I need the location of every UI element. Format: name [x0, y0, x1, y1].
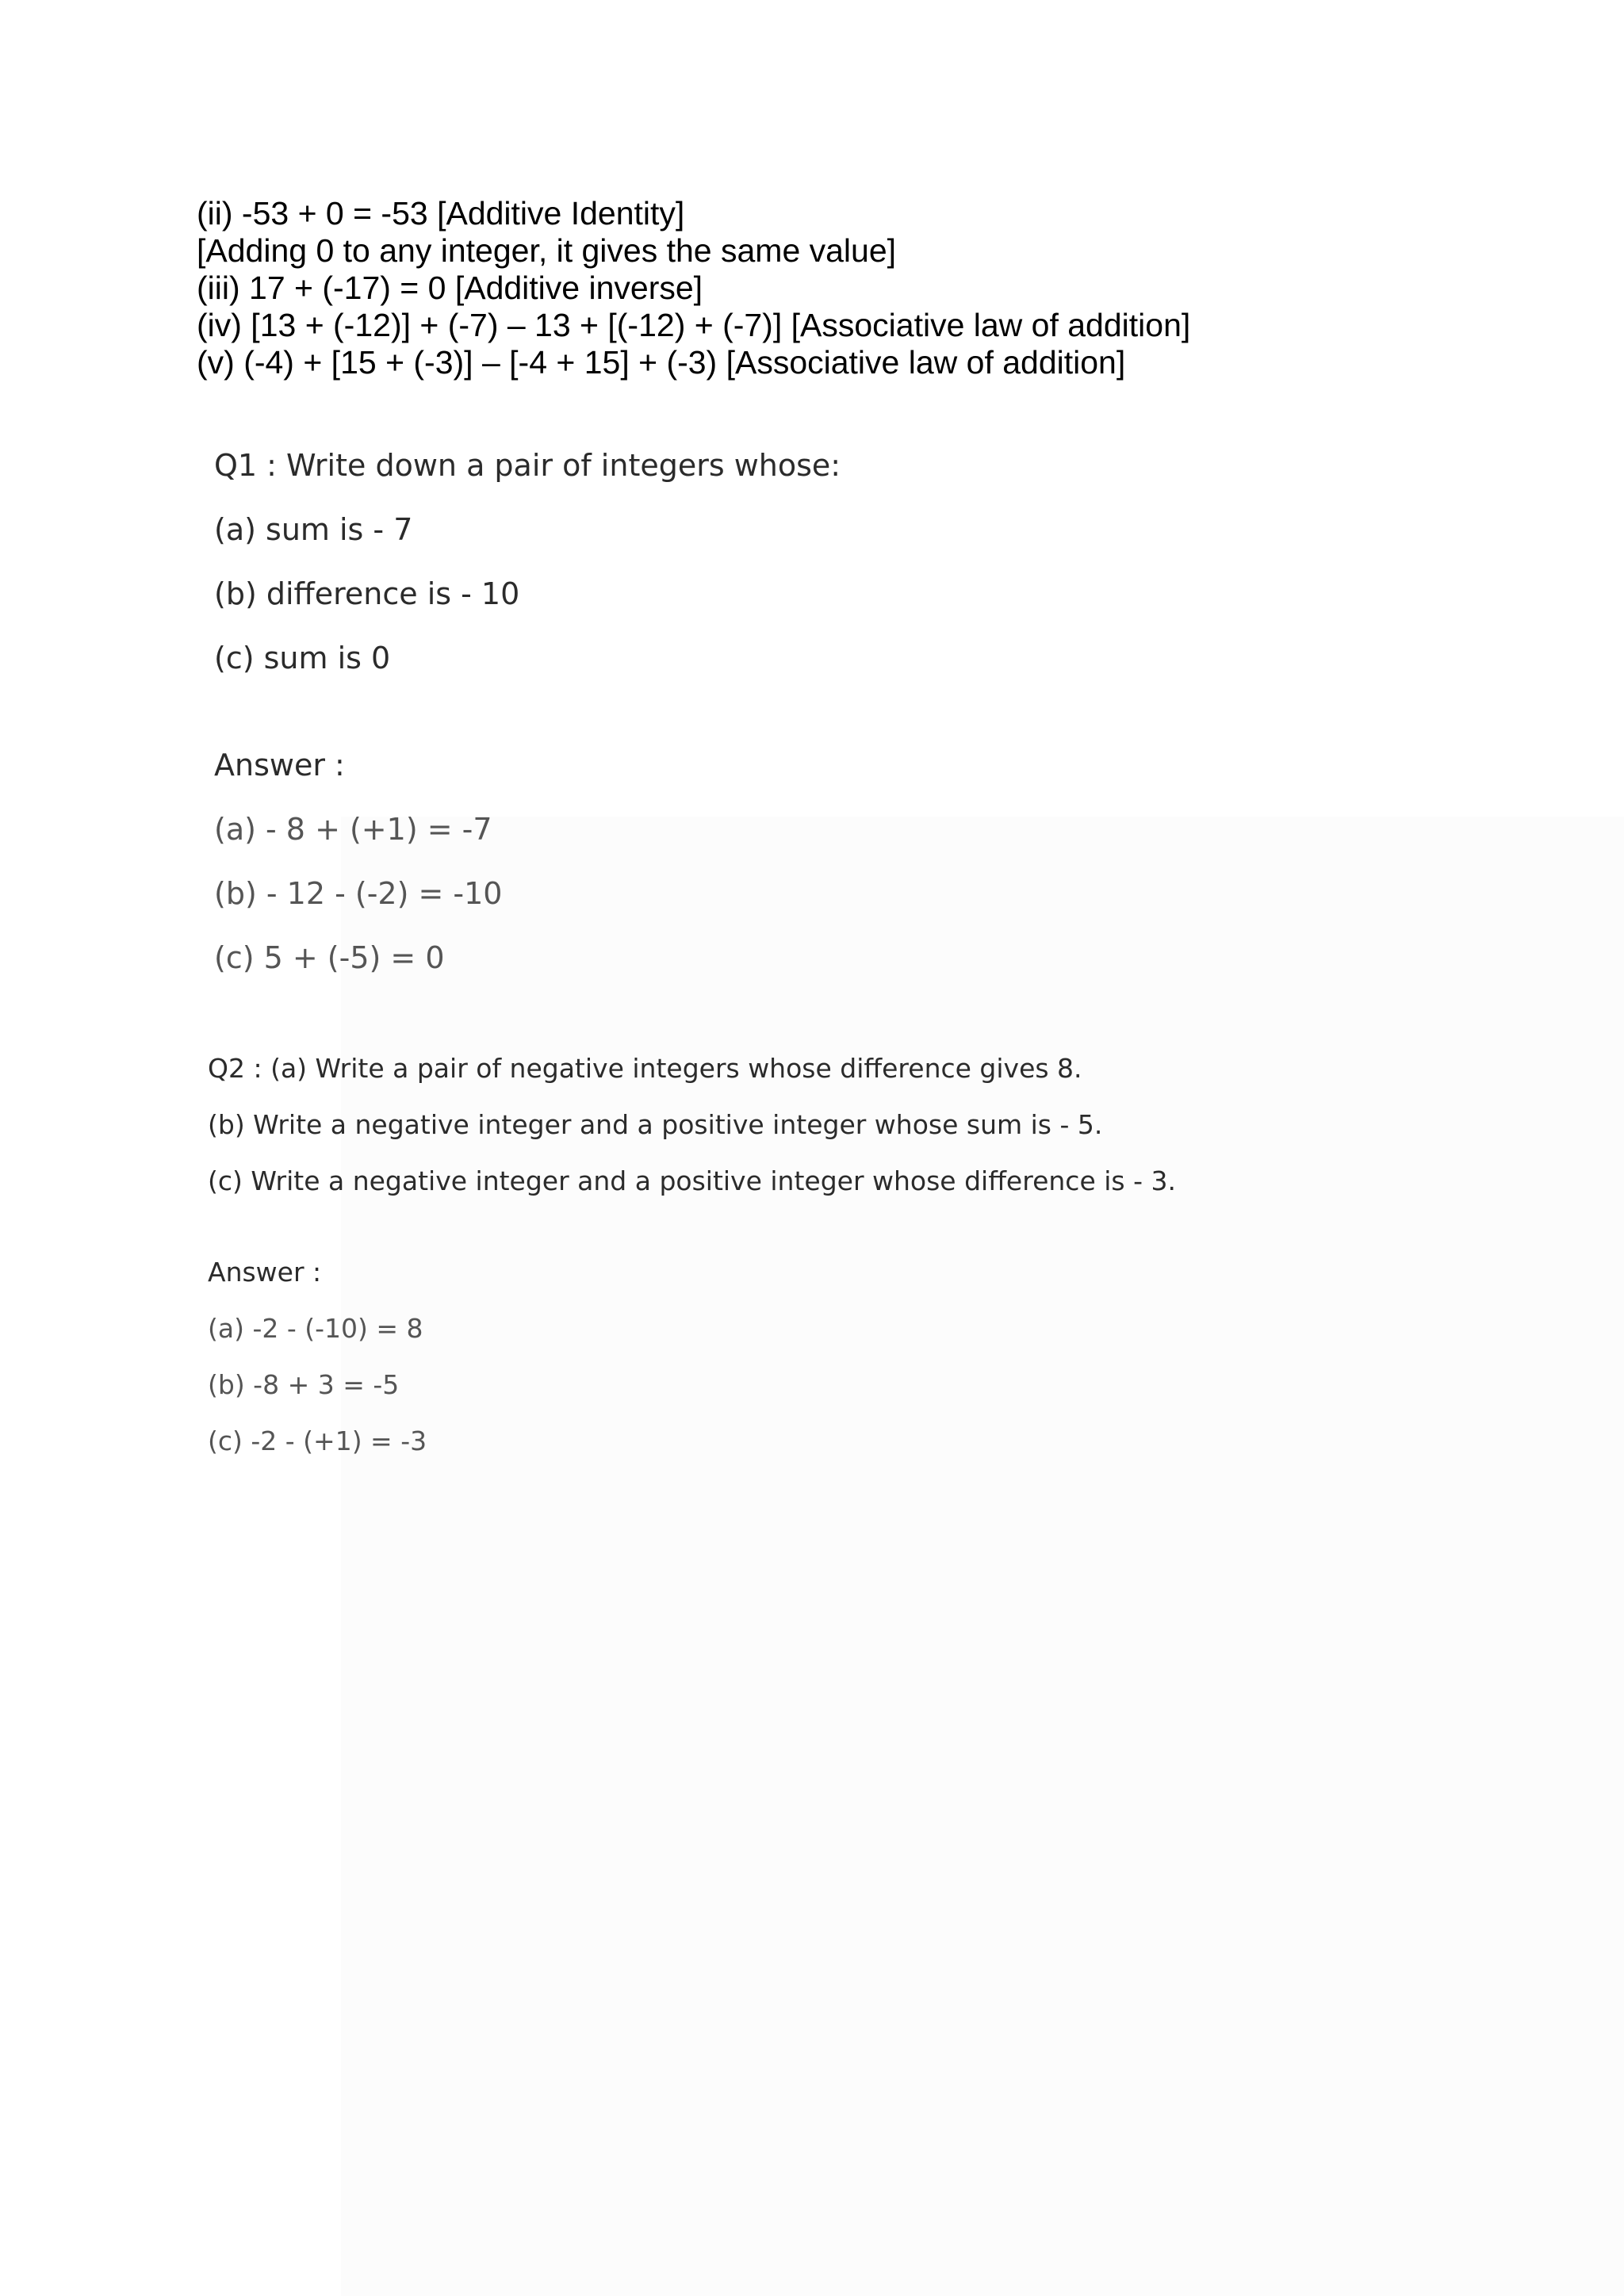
- question-1-part-a: (a) sum is - 7: [214, 512, 413, 547]
- intro-line: (ii) -53 + 0 = -53 [Additive Identity]: [197, 195, 685, 232]
- question-1-answer-c: (c) 5 + (-5) = 0: [214, 940, 445, 975]
- page-shade: [341, 817, 1624, 2296]
- question-2-answer-c: (c) -2 - (+1) = -3: [208, 1425, 427, 1456]
- question-2-answer-a: (a) -2 - (-10) = 8: [208, 1313, 423, 1344]
- intro-line: (v) (-4) + [15 + (-3)] – [-4 + 15] + (-3) [Associative law of addition]: [197, 344, 1126, 381]
- question-1-answer-label: Answer :: [214, 748, 345, 783]
- intro-line: (iv) [13 + (-12)] + (-7) – 13 + [(-12) + (-7)] [Associative law of addition]: [197, 307, 1191, 343]
- question-2-title: Q2 : (a) Write a pair of negative integers whose difference gives 8.: [208, 1053, 1082, 1084]
- question-1-part-b: (b) difference is - 10: [214, 576, 520, 611]
- intro-line: (iii) 17 + (-17) = 0 [Additive inverse]: [197, 270, 703, 306]
- question-1-answer-a: (a) - 8 + (+1) = -7: [214, 812, 492, 847]
- question-1-answer-b: (b) - 12 - (-2) = -10: [214, 876, 503, 911]
- question-2-answer-b: (b) -8 + 3 = -5: [208, 1369, 400, 1400]
- intro-block: [197, 195, 1190, 381]
- question-2-part-b: (b) Write a negative integer and a positive integer whose sum is - 5.: [208, 1109, 1103, 1140]
- question-2-part-c: (c) Write a negative integer and a positive integer whose difference is - 3.: [208, 1165, 1176, 1196]
- intro-line: [Adding 0 to any integer, it gives the same value]: [197, 232, 897, 269]
- question-1-part-c: (c) sum is 0: [214, 641, 391, 675]
- question-1-title: Q1 : Write down a pair of integers whose:: [214, 448, 841, 483]
- question-2-answer-label: Answer :: [208, 1257, 322, 1288]
